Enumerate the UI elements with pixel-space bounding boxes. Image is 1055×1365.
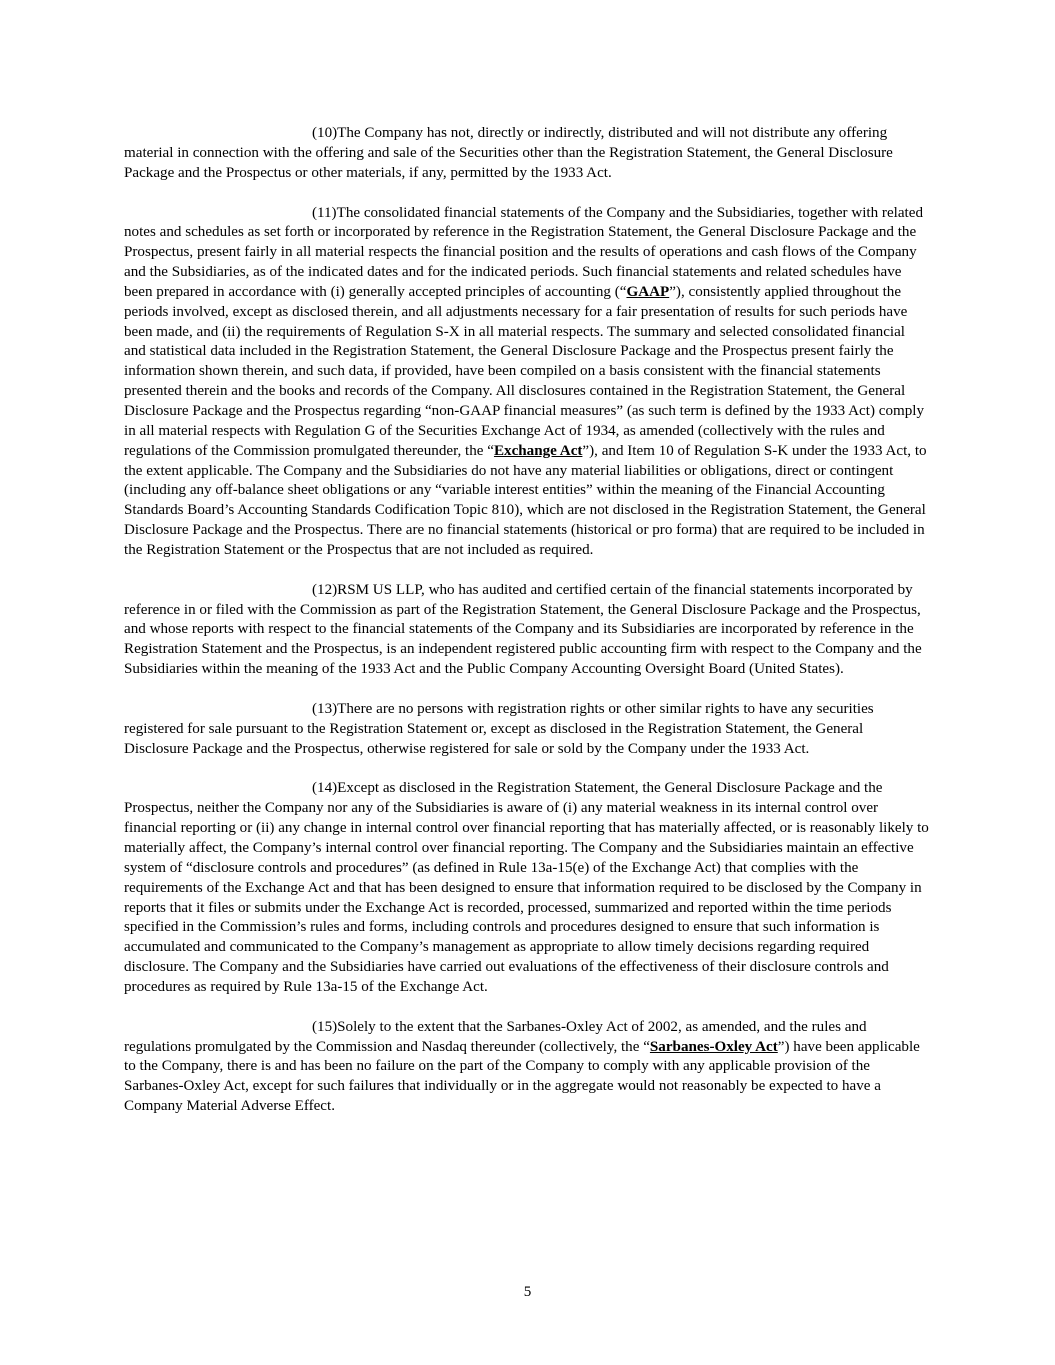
paragraph-14 — [124, 779, 930, 997]
paragraph-number: (15) — [312, 1018, 338, 1035]
paragraph-11 — [124, 204, 930, 561]
document-page — [124, 124, 930, 1137]
paragraph-number: (12) — [312, 581, 338, 598]
paragraph-number: (11) — [312, 204, 337, 221]
paragraph-text: ”) have been applicable to the Company, there is and has been no failure on the part of the Company to comply with any applicable provision of the Sarbanes-Oxley Act, except for such failures that individually or in the aggregate would not reasonably be expected to have a Company Material Adverse Effect. — [124, 1038, 920, 1115]
paragraph-10 — [124, 124, 930, 184]
defined-term-exchange-act: Exchange Act — [493, 442, 583, 459]
paragraph-text: The Company has not, directly or indirectly, distributed and will not distribute any offering material in connection with the offering and sale of the Securities other than the Registration Statement, the General Disclosure Package and the Prospectus or other materials, if any, permitted by the 1933 Act. — [124, 125, 893, 181]
paragraph-text: ”), consistently applied throughout the periods involved, except as disclosed therein, and all adjustments necessary for a fair presentation of results for such periods have been made, and (ii) the requirements of Regulation S-X in all material respects. The summary and selected consolidated financial and statistical data included in the Registration Statement, the General Disclosure Package and the Prospectus present fairly the information shown therein, and such data, if provided, have been compiled on a basis consistent with the financial statements presented therein and the books and records of the Company. All disclosures contained in the Registration Statement, the General Disclosure Package and the Prospectus regarding “non-GAAP financial measures” (as such term is defined by the 1933 Act) comply in all material respects with Regulation G of the Securities Exchange Act of 1934, as amended (collectively with the rules and regulations of the Commission promulgated thereunder, the “ — [124, 283, 925, 459]
paragraph-text: The consolidated financial statements of the Company and the Subsidiaries, together with related notes and schedules as set forth or incorporated by reference in the Registration Statement, the General Disclosure Package and the Prospectus, present fairly in all material respects the financial position and the results of operations and cash flows of the Company and the Subsidiaries, as of the indicated dates and for the indicated periods. Such financial statements and related schedules have been prepared in accordance with (i) generally accepted principles of accounting (“ — [124, 204, 923, 300]
defined-term-gaap: GAAP — [626, 283, 670, 300]
paragraph-text: Solely to the extent that the Sarbanes-Oxley Act of 2002, as amended, and the rules and regulations promulgated by the Commission and Nasdaq thereunder (collectively, the “ — [124, 1018, 867, 1055]
paragraph-number: (13) — [312, 700, 338, 717]
defined-term-sarbanes-oxley-act: Sarbanes-Oxley Act — [649, 1038, 778, 1055]
paragraph-text: RSM US LLP, who has audited and certified certain of the financial statements incorporated by reference in or filed with the Commission as part of the Registration Statement, the General Disclosure Package and the Prospectus, and whose reports with respect to the financial statements of the Company and its Subsidiaries are incorporated by reference in the Registration Statement and the Prospectus, is an independent registered public accounting firm with respect to the Company and the Subsidiaries within the meaning of the 1933 Act and the Public Company Accounting Oversight Board (United States). — [124, 581, 922, 678]
paragraph-text: There are no persons with registration rights or other similar rights to have any securities registered for sale pursuant to the Registration Statement or, except as disclosed in the Registration Statement, the General Disclosure Package and the Prospectus, otherwise registered for sale or sold by the Company under the 1933 Act. — [124, 700, 874, 757]
page-number: 5 — [523, 1284, 532, 1300]
paragraph-13 — [124, 700, 930, 760]
paragraph-15 — [124, 1018, 930, 1117]
paragraph-number: (14) — [312, 780, 338, 797]
paragraph-text: ”), and Item 10 of Regulation S-K under the 1933 Act, to the extent applicable. The Company and the Subsidiaries do not have any material liabilities or obligations, direct or contingent (including any off-balance sheet obligations or any “variable interest entities” within the meaning of the Financial Accounting Standards Board’s Accounting Standards Codification Topic 810), which are not disclosed in the Registration Statement, the General Disclosure Package and the Prospectus. There are no financial statements (historical or pro forma) that are required to be included in the Registration Statement or the Prospectus that are not included as required. — [124, 442, 927, 558]
paragraph-12 — [124, 581, 930, 680]
paragraph-text: Except as disclosed in the Registration Statement, the General Disclosure Package and the Prospectus, neither the Company nor any of the Subsidiaries is aware of (i) any material weakness in its internal control over financial reporting or (ii) any change in internal control over financial reporting that has materially affected, or is reasonably likely to materially affect, the Company’s internal control over financial reporting. The Company and the Subsidiaries maintain an effective system of “disclosure controls and procedures” (as defined in Rule 13a-15(e) of the Exchange Act) that complies with the requirements of the Exchange Act and that has been designed to ensure that information required to be disclosed by the Company in reports that it files or submits under the Exchange Act is recorded, processed, summarized and reported within the time periods specified in the Commission’s rules and forms, including controls and procedures designed to ensure that such information is accumulated and communicated to the Company’s management as appropriate to allow timely decisions regarding required disclosure. The Company and the Subsidiaries have carried out evaluations of the effectiveness of their disclosure controls and procedures as required by Rule 13a-15 of the Exchange Act. — [124, 780, 929, 995]
paragraph-number: (10) — [312, 125, 338, 141]
